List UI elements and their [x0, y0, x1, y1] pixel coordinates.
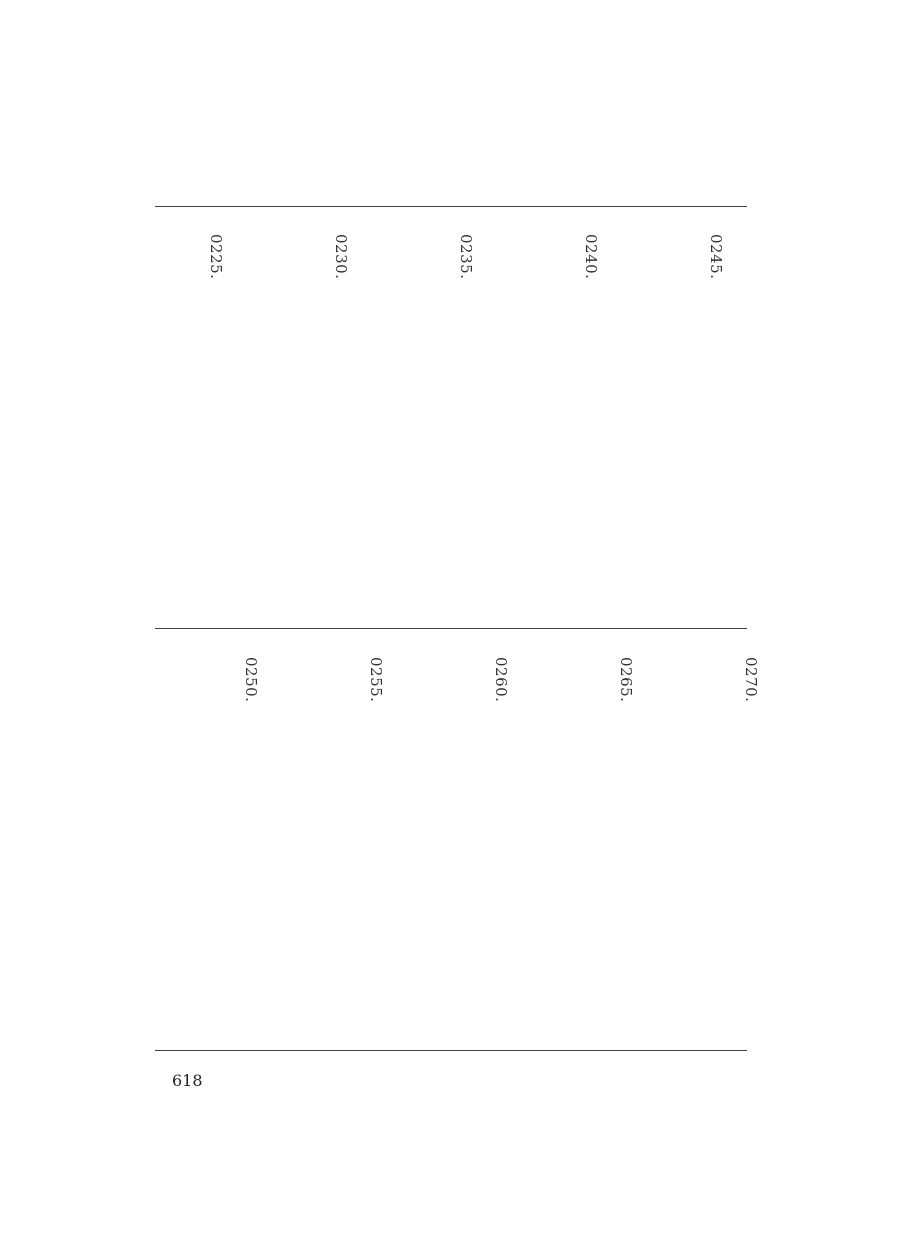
- line-number: 0225.: [207, 234, 225, 280]
- verse-column: [453, 232, 479, 612]
- bottom-divider-rule: [155, 1050, 747, 1051]
- verse-column: [578, 232, 604, 612]
- line-number: 0270.: [742, 657, 760, 703]
- verse-column: [203, 232, 229, 612]
- verse-column: [238, 655, 264, 1035]
- verse-column: [418, 655, 444, 1035]
- verse-column: [383, 232, 409, 612]
- verse-section-top: [150, 232, 752, 612]
- verse-column: [328, 655, 354, 1035]
- verse-column: [328, 232, 354, 612]
- verse-column: [703, 232, 729, 612]
- verse-column: [508, 232, 534, 612]
- line-number: 0245.: [707, 234, 725, 280]
- verse-column: [738, 655, 764, 1035]
- verse-column: [418, 232, 444, 612]
- verse-column: [703, 655, 729, 1035]
- verse-column: [668, 232, 694, 612]
- verse-column: [543, 655, 569, 1035]
- verse-section-bottom: [150, 655, 760, 1035]
- verse-column: [363, 655, 389, 1035]
- top-divider-rule: [155, 206, 747, 207]
- middle-divider-rule: [155, 628, 747, 629]
- verse-column: [168, 232, 194, 612]
- verse-column: [613, 655, 639, 1035]
- verse-column: [258, 232, 284, 612]
- verse-column: [668, 655, 694, 1035]
- verse-column: [203, 655, 229, 1035]
- verse-column: [488, 655, 514, 1035]
- verse-column: [453, 655, 479, 1035]
- line-number: 0255.: [367, 657, 385, 703]
- line-number: 0265.: [617, 657, 635, 703]
- line-number: 0240.: [582, 234, 600, 280]
- line-number: 0235.: [457, 234, 475, 280]
- line-number: 0250.: [242, 657, 260, 703]
- line-number: 0230.: [332, 234, 350, 280]
- line-number: 0260.: [492, 657, 510, 703]
- verse-column: [543, 232, 569, 612]
- verse-column: [633, 232, 659, 612]
- verse-column: [738, 232, 764, 612]
- verse-column: [293, 655, 319, 1035]
- verse-column: [578, 655, 604, 1035]
- verse-column: [168, 655, 194, 1035]
- page-number: 618: [172, 1071, 203, 1090]
- verse-column: [293, 232, 319, 612]
